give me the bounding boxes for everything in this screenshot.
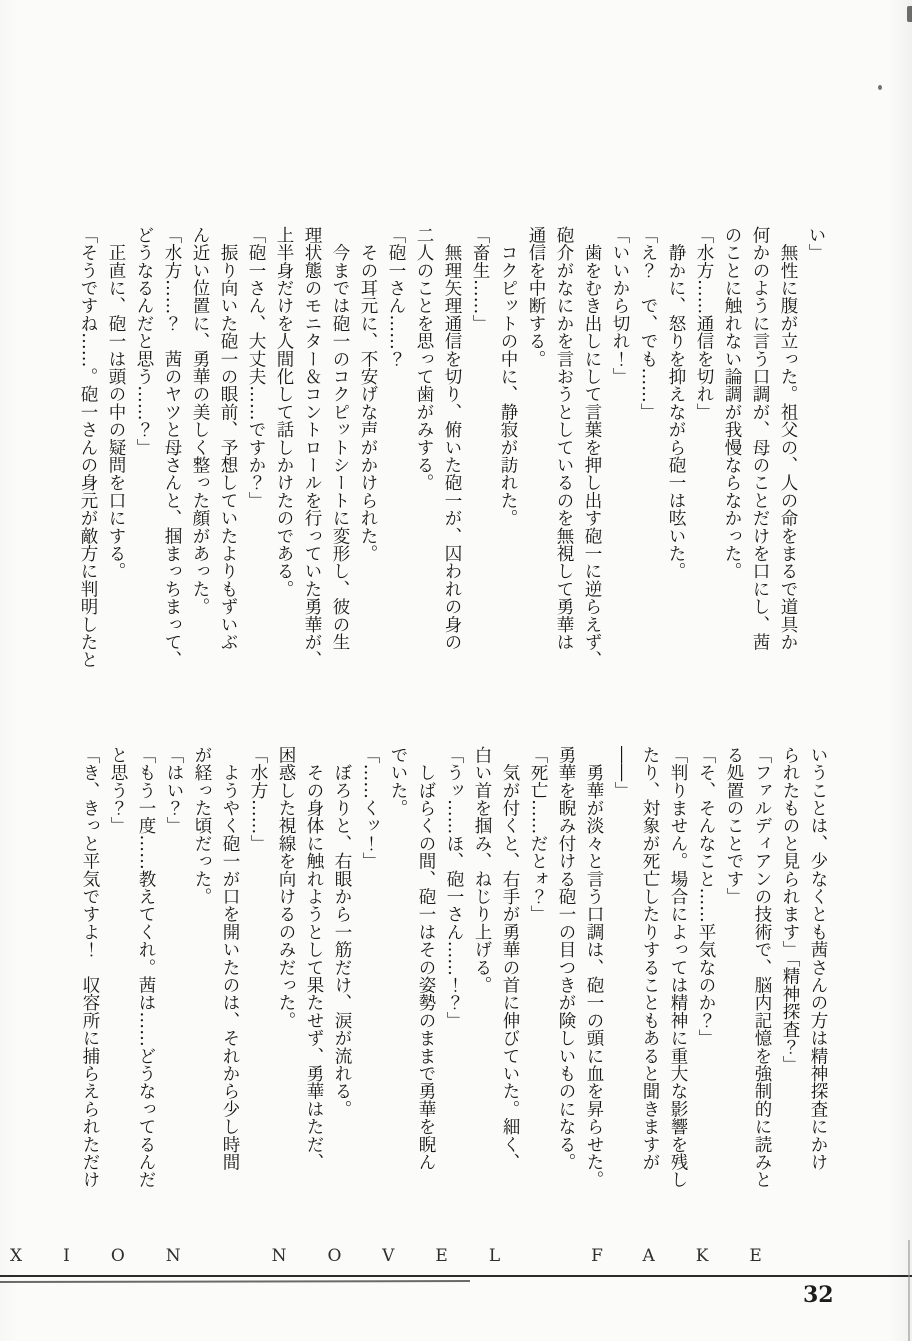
text-line: 「水方……」 [248,746,268,853]
text-line: い」 [806,226,826,262]
text-line: どうなるんだと思う……？」 [134,226,154,457]
text-line: 勇華を睨み付ける砲一の目つきが険しいものになる。 [556,746,576,1171]
text-line: 静かに、怒りを抑えながら砲一は呟いた。 [666,226,686,580]
text-line: その耳元に、不安げな声がかけられた。 [358,226,378,563]
scan-edge-artifact [908,1240,910,1341]
text-line: 二人のことを思って歯がみする。 [414,226,434,492]
text-line: 無性に腹が立った。祖父の、人の命をまるで道具か [778,226,798,651]
text-line: 「え？ で、でも……」 [638,226,658,421]
page-number: 32 [803,1282,834,1308]
text-line: ん近い位置に、勇華の美しく整った顔があった。 [190,226,210,616]
text-line: が経った頃だった。 [192,746,212,906]
text-line: 歯をむき出しにして言葉を押し出す砲一に逆らえず、 [582,226,602,669]
text-line: 「……くッ！」 [360,746,380,870]
text-line: その身体に触れようとして果たせず、勇華はただ、 [304,746,324,1171]
text-line: 「うッ……ほ、砲一さん……！？」 [444,746,464,1030]
text-line: 砲介がなにかを言おうとしているのを無視して勇華は [554,226,574,651]
text-line: 「砲一さん、大丈夫……ですか？」 [246,226,266,510]
text-line: 「はい？」 [164,746,184,835]
text-line: 理状態のモニター＆コントロールを行っていた勇華が、 [302,226,322,669]
text-line: 「き、きっと平気ですよ！ 収容所に捕らえられただけ [80,746,100,1189]
text-line: 「水方……通信を切れ」 [694,226,714,421]
text-line: 気が付くと、右手が勇華の首に伸びていた。細く、 [500,746,520,1171]
text-line: しばらくの間、砲一はその姿勢のままで勇華を睨ん [416,746,436,1171]
footer-title [10,1246,853,1266]
footer-word-xion: XION [10,1246,222,1266]
text-line: 何かのように言う口調が、母のことだけを口にし、茜 [750,226,770,651]
text-line: られたものと見られます」「精神探査？」 [780,746,800,1074]
text-line: 白い首を掴み、ねじり上げる。 [472,746,492,994]
text-line: 「砲一さん……？ [386,226,406,368]
novel-text-block-bottom [76,746,832,1202]
text-line: 上半身だけを人間化して話しかけたのである。 [274,226,294,598]
text-line: と思う？」 [108,746,128,835]
text-line: 「そうですね……。砲一さんの身元が敵方に判明したと [78,226,98,669]
text-line: 「死亡……だとォ？」 [528,746,548,923]
text-line: 今までは砲一のコクピットシートに変形し、彼の生 [330,226,350,651]
scan-speck-artifact [878,85,882,90]
text-line: ようやく砲一が口を開いたのは、それから少し時間 [220,746,240,1171]
footer-rule-scan-double [0,1280,470,1283]
novel-text-block-top [74,226,830,682]
text-line: いうことは、少なくとも茜さんの方は精神探査にかけ [808,746,828,1171]
text-line: コクピットの中に、静寂が訪れた。 [498,226,518,527]
text-line: 勇華が淡々と言う口調は、砲一の頭に血を昇らせた。 [584,746,604,1189]
text-line: 「水方……？ 茜のヤツと母さんと、掴まっちまって、 [162,226,182,669]
text-line: 「ファルディアンの技術で、脳内記憶を強制的に読みと [752,746,772,1189]
text-line: ――」 [612,746,632,800]
footer-rule [0,1275,912,1277]
text-line: たり、対象が死亡したりすることもあると聞きますが [640,746,660,1171]
footer-word-novel: NOVEL [271,1246,542,1266]
text-line: のことに触れない論調が我慢ならなかった。 [722,226,742,580]
text-line: 「いいから切れ！」 [610,226,630,386]
footer-word-fake: FAKE [591,1246,803,1266]
text-line: 「そ、そんなこと……平気なのか？」 [696,746,716,1047]
text-line: 「もう一度……教えてくれ。茜は……どうなってるんだ [136,746,156,1189]
text-line: 「畜生……」 [470,226,490,333]
text-line: 困惑した視線を向けるのみだった。 [276,746,296,1030]
text-line: 「判りません。場合によっては精神に重大な影響を残し [668,746,688,1189]
text-line: 振り向いた砲一の眼前、予想していたよりもずいぶ [218,226,238,651]
text-line: ぼろりと、右眼から一筋だけ、涙が流れる。 [332,746,352,1118]
text-line: でいた。 [388,746,408,817]
text-line: 正直に、砲一は頭の中の疑問を口にする。 [106,226,126,580]
text-line: 無理矢理通信を切り、俯いた砲一が、囚われの身の [442,226,462,651]
text-line: 通信を中断する。 [526,226,546,368]
scan-corner-artifact [907,6,912,22]
text-line: る処置のことです」 [724,746,744,906]
